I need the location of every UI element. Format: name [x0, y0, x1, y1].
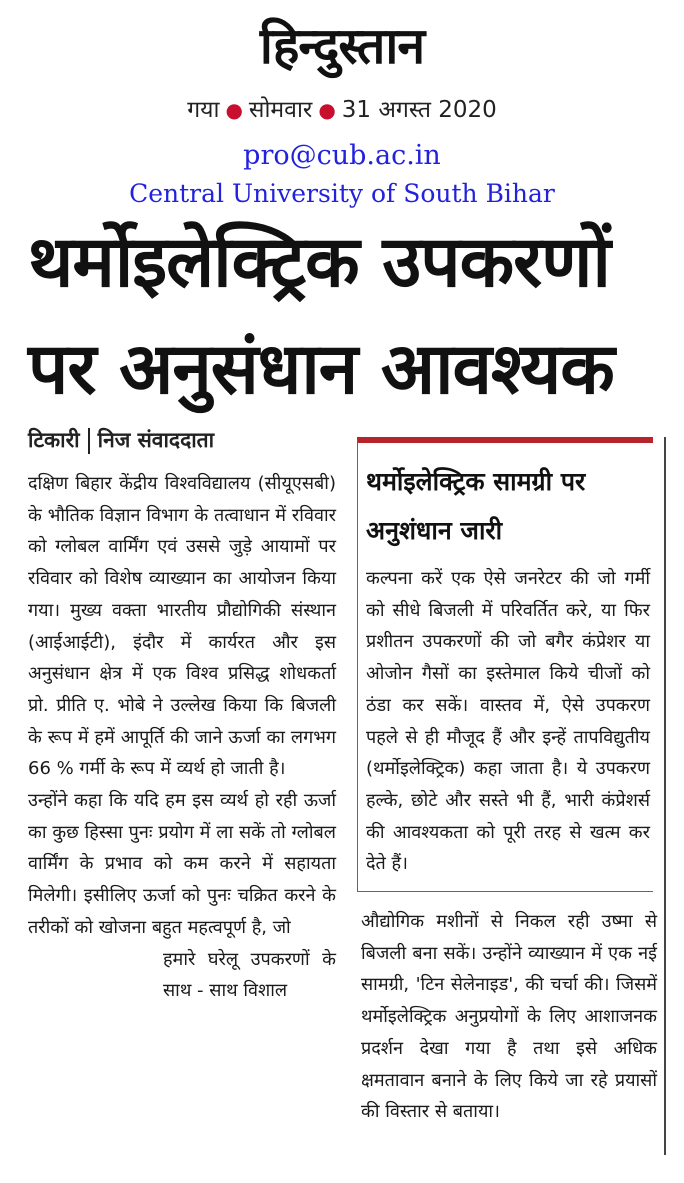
article-paragraph-1: दक्षिण बिहार केंद्रीय विश्वविद्यालय (सीयूएसबी) के भौतिक विज्ञान विभाग के तत्वाधान में रविवार को ग्लोबल वार्मिंग एवं उससे जुड़े आयामों पर रविवार को विशेष व्याख्यान का आयोजन किया गया। मुख्य वक्ता भारतीय प्रौद्योगिकी संस्थान (आईआईटी), इंदौर में कार्यरत और इस अनुसंधान क्षेत्र में एक विश्व प्रसिद्ध शोधकर्ता प्रो. प्रीति ए. भोबे ने उल्लेख किया कि बिजली के रूप में हमें आपूर्ति की जाने ऊर्जा का लगभग 66 % गर्मी के रूप में व्यर्थ हो जाती है।	[28, 473, 336, 780]
contact-email: pro@cub.ac.in	[243, 140, 441, 171]
dateline-date: 31 अगस्त 2020	[341, 97, 497, 123]
headline-line-2: पर अनुसंधान आवश्यक	[28, 327, 614, 410]
bullet-icon: ●	[225, 98, 243, 122]
byline	[28, 426, 214, 454]
dateline	[0, 92, 684, 124]
byline-place: टिकारी	[28, 428, 80, 452]
sidebar-box	[357, 437, 653, 892]
bullet-icon: ●	[318, 98, 336, 122]
article-left-column	[28, 468, 336, 1007]
page-edge-rule	[664, 437, 666, 1155]
newspaper-masthead: हिन्दुस्तान	[259, 17, 425, 75]
article-continuation: औद्योगिक मशीनों से निकल रही उष्मा से बिजली बना सकें। उन्होंने व्याख्यान में एक नई सामग्री, 'टिन सेलेनाइड', की चर्चा की। जिसमें थर्मोइलेक्ट्रिक अनुप्रयोगों के लिए आशाजनक प्रदर्शन देखा गया है तथा इसे अधिक क्षमतावान बनाने के लिए किये जा रहे प्रयासों की विस्तार से बताया।	[361, 911, 657, 1123]
university-name: Central University of South Bihar	[129, 179, 555, 208]
headline-line-1: थर्मोइलेक्ट्रिक उपकरणों	[28, 220, 610, 303]
dateline-day: सोमवार	[248, 97, 313, 123]
sidebar-body: कल्पना करें एक ऐसे जनरेटर की जो गर्मी को सीधे बिजली में परिवर्तित करे, या फिर प्रशीतन उपकरणों की जो बगैर कंप्रेशर या ओजोन गैसों का इस्तेमाल किये चीजों को ठंडा कर सकें। वास्तव में, ऐसे उपकरण पहले से ही मौजूद हैं और इन्हें तापविद्युतीय (थर्मोइलेक्ट्रिक) कहा जाता है। ये उपकरण हल्के, छोटे और सस्ते भी हैं, भारी कंप्रेशर्स की आवश्यकता को पूरी तरह से खत्म कर देते हैं।	[366, 568, 650, 875]
article-paragraph-2: उन्होंने कहा कि यदि हम इस व्यर्थ हो रही ऊर्जा का कुछ हिस्सा पुनः प्रयोग में ला सकें तो ग्लोबल वार्मिंग के प्रभाव को कम करने में सहायता मिलेगी। इसीलिए ऊर्जा को पुनः चक्रित करने के तरीकों को खोजना बहुत महत्वपूर्ण है, जो	[28, 790, 336, 938]
sidebar-title: थर्मोइलेक्ट्रिक सामग्री पर अनुशंधान जारी	[366, 467, 586, 545]
byline-reporter: निज संवाददाता	[97, 428, 215, 452]
dateline-city: गया	[187, 97, 220, 123]
byline-divider	[88, 428, 90, 454]
article-paragraph-3: हमारे घरेलू उपकरणों के साथ - साथ विशाल	[163, 948, 336, 1002]
